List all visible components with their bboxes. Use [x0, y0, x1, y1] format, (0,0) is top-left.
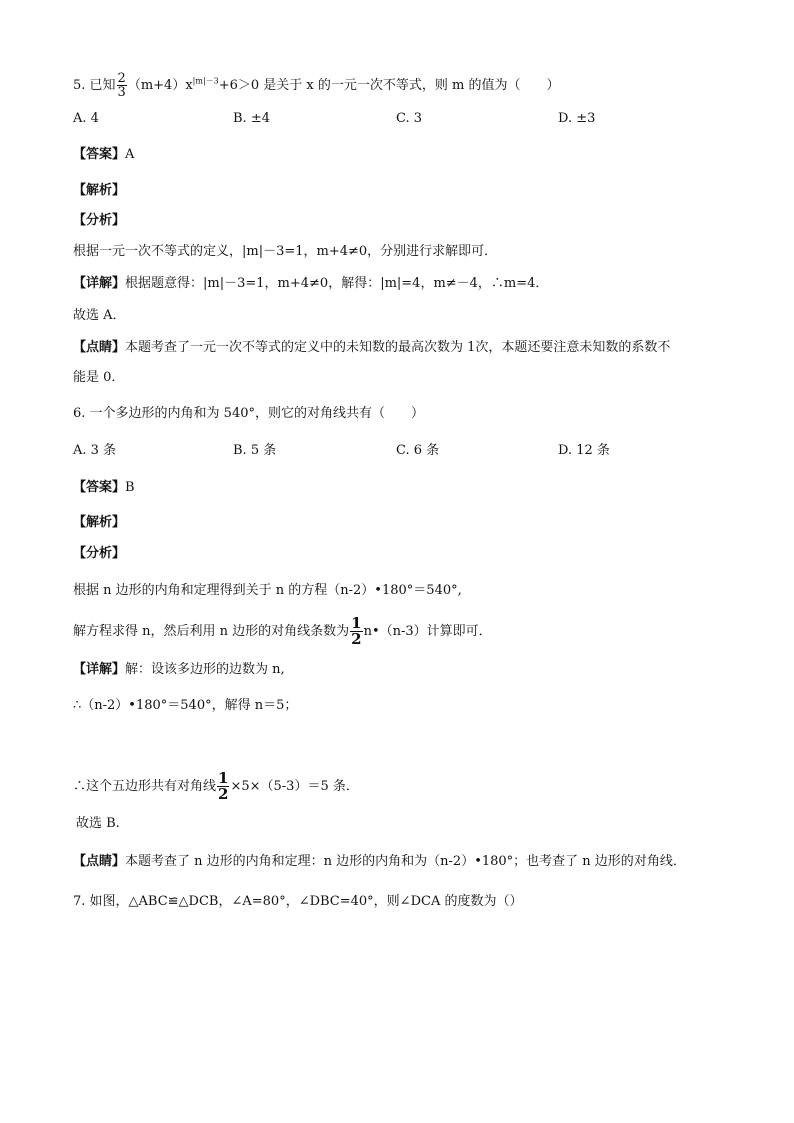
q6-fenxi-line2	[73, 616, 492, 647]
q5-stem-mid: （m+4）x	[127, 78, 193, 93]
q6-fenxi2-pre: 解方程求得 n，然后利用 n 边形的对角线条数为	[73, 624, 350, 639]
q5-stem	[73, 72, 560, 99]
q6-stem: 6. 一个多边形的内角和为 540°，则它的对角线共有（ ）	[73, 406, 424, 421]
q5-exponent: |m|－3	[192, 76, 219, 86]
q5-detail-tag: 【详解】	[73, 276, 126, 291]
q6-fraction-2	[217, 771, 229, 802]
q6-frac2-den: 2	[218, 785, 229, 803]
q5-frac-num: 2	[117, 71, 126, 86]
q6-detail3-post: ×5×（5-3）＝5 条．	[230, 779, 359, 794]
q6-comment-tag: 【点睛】	[73, 854, 126, 869]
q6-option-a: A. 3 条	[73, 443, 117, 458]
q5-comment-tag: 【点睛】	[73, 340, 126, 355]
q6-frac-num: 1	[351, 614, 362, 632]
q6-comment	[73, 853, 686, 871]
q6-option-d: D. 12 条	[558, 443, 610, 458]
q6-option-c: C. 6 条	[396, 443, 440, 458]
q5-fraction	[117, 72, 127, 99]
q5-fenxi-text: 根据一元一次不等式的定义，|m|－3=1，m+4≠0，分别进行求解即可．	[73, 244, 498, 259]
q5-comment	[73, 339, 670, 357]
q5-answer-tag: 【答案】	[73, 147, 126, 162]
q5-option-b: B. ±4	[233, 111, 270, 126]
q6-detail-line3	[73, 771, 359, 802]
q6-detail-line2: ∴（n-2）•180°＝540°，解得 n＝5；	[73, 698, 298, 713]
q6-option-b: B. 5 条	[233, 443, 277, 458]
q5-choose: 故选 A．	[73, 308, 126, 323]
q5-option-c: C. 3	[396, 111, 423, 126]
q6-detail-tag: 【详解】	[73, 662, 126, 677]
q6-detail	[73, 661, 285, 679]
q5-analysis-tag: 【解析】	[73, 183, 126, 198]
q5-answer	[73, 146, 134, 164]
q5-frac-den: 3	[117, 85, 126, 100]
q7-stem: 7. 如图，△ABC≌△DCB，∠A=80°，∠DBC=40°，则∠DCA 的度数为（）	[73, 894, 523, 909]
q6-detail-line1: 解：设该多边形的边数为 n,	[125, 662, 285, 677]
q6-choose: 故选 B.	[76, 816, 120, 831]
q6-fraction	[350, 616, 362, 647]
q6-fenxi-tag: 【分析】	[73, 546, 126, 561]
q6-answer	[73, 479, 135, 497]
q5-comment-line2: 能是 0．	[73, 370, 125, 385]
q5-option-d: D. ±3	[558, 111, 596, 126]
q5-answer-value: A	[125, 147, 135, 162]
q5-detail	[73, 275, 548, 293]
q6-frac-den: 2	[351, 630, 362, 648]
q6-fenxi-line1: 根据 n 边形的内角和定理得到关于 n 的方程（n-2）•180°＝540°,	[73, 583, 462, 598]
q5-detail-text: 根据题意得：|m|－3=1，m+4≠0，解得：|m|=4，m≠－4，∴m=4．	[125, 276, 549, 291]
q6-answer-tag: 【答案】	[73, 480, 126, 495]
q6-comment-text: 本题考查了 n 边形的内角和定理：n 边形的内角和为（n-2）•180°；也考查了 n 边形的对角线．	[125, 854, 686, 869]
q6-frac2-num: 1	[218, 769, 229, 787]
q6-fenxi2-post: n•（n-3）计算即可．	[363, 624, 492, 639]
q5-option-a: A. 4	[73, 111, 99, 126]
q5-stem-post: +6＞0 是关于 x 的一元一次不等式，则 m 的值为（ ）	[218, 78, 560, 93]
q5-stem-pre: 5. 已知	[73, 78, 116, 93]
q6-answer-value: B	[125, 480, 135, 495]
q5-fenxi-tag: 【分析】	[73, 213, 126, 228]
q5-comment-line1: 本题考查了一元一次不等式的定义中的未知数的最高次数为 1次，本题还要注意未知数的系数不	[125, 340, 671, 355]
q6-analysis-tag: 【解析】	[73, 515, 126, 530]
q6-detail3-pre: ∴这个五边形共有对角线	[73, 779, 217, 794]
